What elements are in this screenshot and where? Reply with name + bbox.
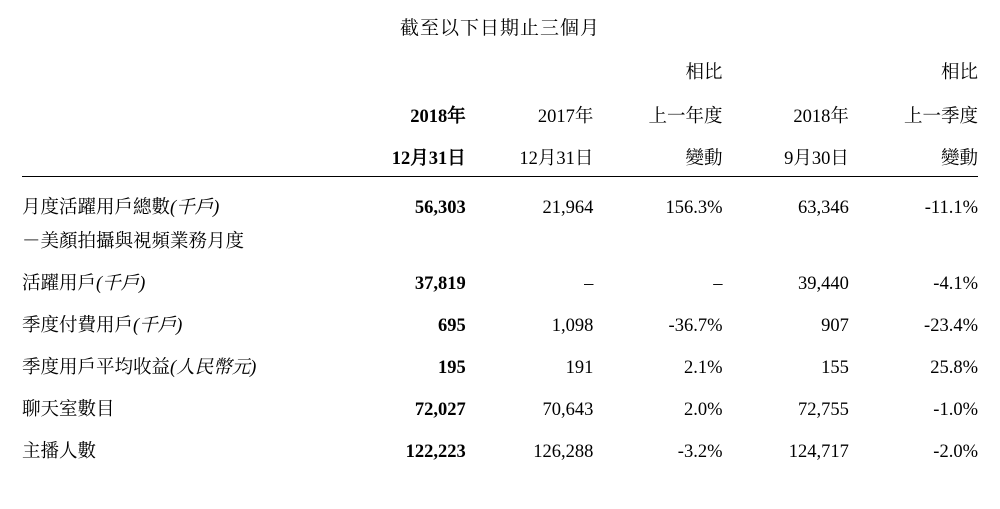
header-col1-line3: 12月31日 (391, 149, 466, 169)
header-col1-line1 (339, 52, 465, 88)
table-row (22, 379, 978, 421)
row-value-col4: 63,346 (797, 198, 849, 218)
header-blank-cell-3 (22, 130, 339, 177)
row-value-col4: 72,755 (797, 400, 849, 420)
row-label-text: 主播人數 (22, 442, 97, 462)
row-value-col3: 2.1% (683, 358, 723, 378)
row-value-col1: 122,223 (405, 442, 466, 462)
header-col4-line1 (722, 52, 848, 88)
row-value-col3: 2.0% (683, 400, 723, 420)
header-col4-line2: 2018年 (793, 107, 849, 127)
row-value-col5: -2.0% (933, 442, 978, 462)
table-header-row-2 (22, 88, 978, 130)
row-label (22, 253, 339, 295)
header-col1-line2: 2018年 (410, 107, 466, 127)
row-value-col3: 156.3% (665, 198, 723, 218)
row-value-col5: 25.8% (930, 358, 978, 378)
row-value-col5 (849, 219, 978, 253)
row-value-col2: 1,098 (551, 316, 594, 336)
row-value-col5: -4.1% (933, 274, 978, 294)
row-label (22, 177, 339, 219)
header-col2-line1 (466, 52, 594, 88)
row-value-col3 (593, 219, 722, 253)
row-value-col4: 124,717 (788, 442, 849, 462)
table-header-row-3 (22, 130, 978, 177)
row-value-col5: -1.0% (933, 400, 978, 420)
row-value-col2: 126,288 (533, 442, 594, 462)
row-value-col3: -36.7% (668, 316, 723, 336)
table-row (22, 295, 978, 337)
row-label-text: －美顏拍攝與視頻業務月度 (22, 232, 245, 252)
row-label-text: 月度活躍用戶總數 (22, 198, 171, 218)
table-row (22, 253, 978, 295)
row-label-unit: (千戶) (133, 316, 183, 336)
row-value-col3: – (713, 274, 723, 294)
header-col2-line3: 12月31日 (519, 149, 594, 169)
table-row (22, 421, 978, 463)
row-value-col5: -23.4% (924, 316, 978, 336)
row-label (22, 379, 339, 421)
row-value-col1: 195 (437, 358, 466, 378)
row-label-unit: (千戶) (170, 198, 220, 218)
row-label (22, 421, 339, 463)
row-value-col2: 191 (565, 358, 594, 378)
row-value-col3: -3.2% (677, 442, 723, 462)
row-value-col2: – (584, 274, 594, 294)
row-label (22, 337, 339, 379)
row-value-col2: 70,643 (542, 400, 594, 420)
row-label-unit: (人民幣元) (170, 358, 257, 378)
table-row (22, 219, 978, 253)
row-value-col4: 155 (821, 358, 849, 378)
row-label (22, 219, 339, 253)
header-col5-line2: 上一季度 (903, 107, 978, 127)
header-col4-line3: 9月30日 (784, 149, 849, 169)
row-value-col4: 39,440 (797, 274, 849, 294)
table-row (22, 177, 978, 219)
table-row (22, 337, 978, 379)
row-value-col1: 37,819 (414, 274, 466, 294)
row-value-col4: 907 (821, 316, 849, 336)
header-col3-line3: 變動 (685, 149, 723, 169)
row-label-text: 聊天室數目 (22, 400, 115, 420)
row-value-col1: 695 (437, 316, 466, 336)
header-blank-cell (22, 52, 339, 88)
table-header-row-1 (22, 52, 978, 88)
row-label (22, 295, 339, 337)
header-col3-line2: 上一年度 (648, 107, 723, 127)
header-col5-line1: 相比 (940, 63, 978, 83)
row-label-text: 活躍用戶 (22, 274, 97, 294)
row-value-col5: -11.1% (924, 198, 978, 218)
row-value-col4 (722, 219, 848, 253)
metrics-table (22, 52, 978, 463)
header-blank-cell-2 (22, 88, 339, 130)
row-label-text: 季度付費用戶 (22, 316, 134, 336)
header-col2-line2: 2017年 (537, 107, 594, 127)
header-col3-line1: 相比 (685, 63, 723, 83)
row-value-col1: 56,303 (414, 198, 466, 218)
row-label-unit: (千戶) (96, 274, 146, 294)
header-col5-line3: 變動 (940, 149, 978, 169)
row-value-col1: 72,027 (414, 400, 466, 420)
page-title: 截至以下日期止三個月 (399, 18, 600, 39)
row-value-col2 (466, 219, 594, 253)
row-value-col1 (339, 219, 465, 253)
row-label-text: 季度用戶平均收益 (22, 358, 171, 378)
row-value-col2: 21,964 (542, 198, 594, 218)
